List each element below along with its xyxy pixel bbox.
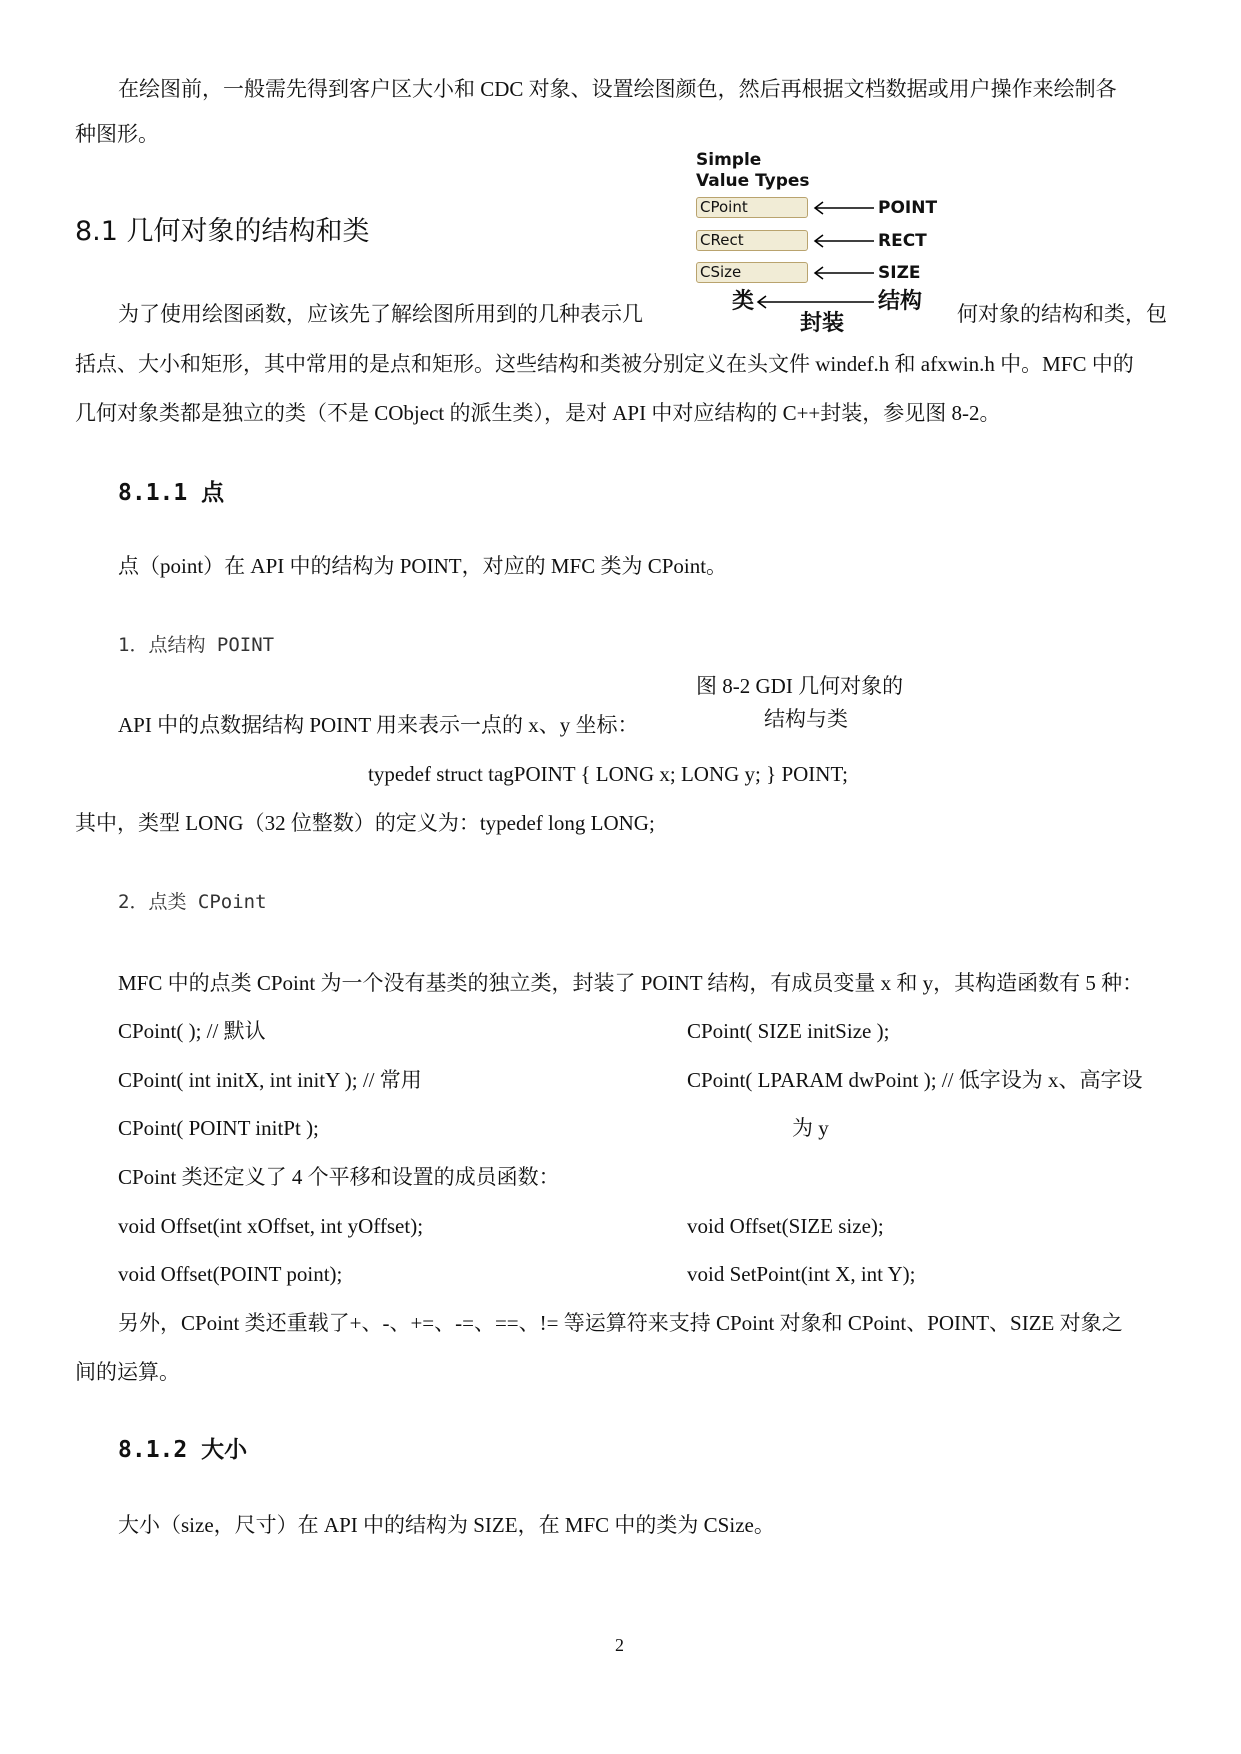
subsection-2-heading: 2．点类 CPoint xyxy=(118,891,267,913)
members-intro: CPoint 类还定义了 4 个平移和设置的成员函数： xyxy=(118,1165,560,1189)
member-offset-size: void Offset(SIZE size); xyxy=(687,1214,884,1238)
subsection-1-heading: 1．点结构 POINT xyxy=(118,634,275,656)
section-8-1-para-line-1-right: 何对象的结构和类，包 xyxy=(957,302,1167,326)
subsection-1-para: API 中的点数据结构 POINT 用来表示一点的 x、y 坐标： xyxy=(118,713,639,737)
figure-class-csize: CSize xyxy=(696,262,808,283)
point-struct-code: typedef struct tagPOINT { LONG x; LONG y; } POINT; xyxy=(368,762,848,786)
intro-line-2: 种图形。 xyxy=(75,122,159,146)
page-number: 2 xyxy=(615,1635,624,1655)
figure-label-struct: 结构 xyxy=(878,289,923,314)
figure-class-crect: CRect xyxy=(696,230,808,251)
figure-title-line-1: Simple xyxy=(696,150,762,170)
figure-struct-size: SIZE xyxy=(878,263,921,283)
section-8-1-1-para: 点（point）在 API 中的结构为 POINT，对应的 MFC 类为 CPoint。 xyxy=(118,554,728,578)
long-typedef-note: 其中，类型 LONG（32 位整数）的定义为：typedef long LONG; xyxy=(75,811,655,835)
subsection-2-para: MFC 中的点类 CPoint 为一个没有基类的独立类，封装了 POINT 结构，有成员变量 x 和 y，其构造函数有 5 种： xyxy=(118,971,1144,995)
ctor-point: CPoint( POINT initPt ); xyxy=(118,1116,319,1140)
ctor-default: CPoint( ); // 默认 xyxy=(118,1019,266,1043)
member-setpoint: void SetPoint(int X, int Y); xyxy=(687,1262,916,1286)
section-8-1-2-heading: 8.1.2 大小 xyxy=(118,1437,248,1463)
section-8-1-para-line-2: 括点、大小和矩形，其中常用的是点和矩形。这些结构和类被分别定义在头文件 windef.h 和 afxwin.h 中。MFC 中的 xyxy=(75,352,1134,376)
section-8-1-heading: 8.1 几何对象的结构和类 xyxy=(75,216,370,247)
figure-label-encapsulate: 封装 xyxy=(800,311,845,336)
section-8-1-2-para: 大小（size，尺寸）在 API 中的结构为 SIZE，在 MFC 中的类为 CSize。 xyxy=(118,1513,775,1537)
operators-line-1: 另外，CPoint 类还重载了+、-、+=、-=、==、!= 等运算符来支持 CPoint 对象和 CPoint、POINT、SIZE 对象之 xyxy=(118,1311,1123,1335)
ctor-lparam-continued: 为 y xyxy=(792,1116,829,1140)
member-offset-point: void Offset(POINT point); xyxy=(118,1262,343,1286)
figure-struct-point: POINT xyxy=(878,198,938,218)
figure-8-2 xyxy=(690,150,950,340)
intro-line-1: 在绘图前，一般需先得到客户区大小和 CDC 对象、设置绘图颜色，然后再根据文档数据或用户操作来绘制各 xyxy=(118,77,1117,101)
figure-label-class: 类 xyxy=(732,289,755,314)
ctor-size: CPoint( SIZE initSize ); xyxy=(687,1019,890,1043)
figure-class-cpoint: CPoint xyxy=(696,197,808,218)
ctor-int-int: CPoint( int initX, int initY ); // 常用 xyxy=(118,1068,422,1092)
ctor-lparam: CPoint( LPARAM dwPoint ); // 低字设为 x、高字设 xyxy=(687,1068,1143,1092)
section-8-1-1-heading: 8.1.1 点 xyxy=(118,480,225,506)
section-8-1-para-line-1-left: 为了使用绘图函数，应该先了解绘图所用到的几种表示几 xyxy=(118,302,643,326)
section-8-1-para-line-3: 几何对象类都是独立的类（不是 CObject 的派生类），是对 API 中对应结构的 C++封装，参见图 8-2。 xyxy=(75,401,1001,425)
operators-line-2: 间的运算。 xyxy=(75,1360,180,1384)
figure-caption-line-2: 结构与类 xyxy=(764,707,848,731)
figure-struct-rect: RECT xyxy=(878,231,927,251)
member-offset-xy: void Offset(int xOffset, int yOffset); xyxy=(118,1214,424,1238)
figure-title-line-2: Value Types xyxy=(696,171,810,191)
figure-caption-line-1: 图 8-2 GDI 几何对象的 xyxy=(696,674,904,698)
